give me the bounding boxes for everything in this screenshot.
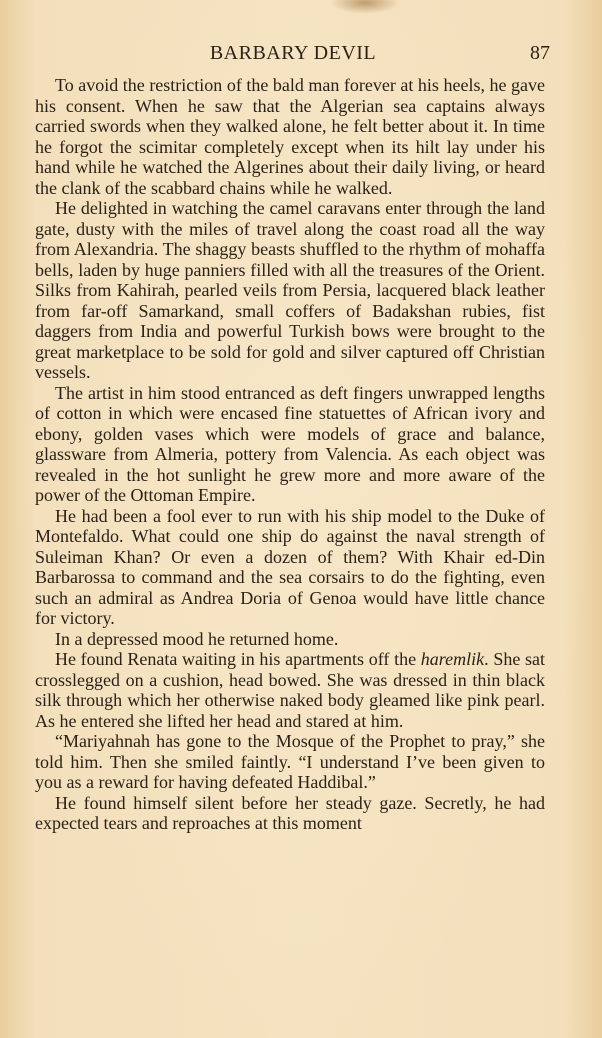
running-head xyxy=(36,42,550,68)
paragraph: The artist in him stood entranced as deft fingers unwrapped lengths of cotton in which were encased fine statuettes of African ivory and ebony, golden vases which were models of grace and balance, glassware from Almeria, pottery from Valencia. As each object was revealed in the hot sunlight he grew more and more aware of the power of the Ottoman Empire. xyxy=(35,382,545,505)
binding-stain xyxy=(330,0,400,14)
italic-word: haremlik xyxy=(420,649,485,669)
running-title: BARBARY DEVIL xyxy=(209,42,377,64)
paragraph: “Mariyahnah has gone to the Mosque of the Prophet to pray,” she told him. Then she smiled faintly. “I understand I’ve been given to you as a reward for having defeated Haddibal.” xyxy=(35,731,545,792)
paragraph: To avoid the restriction of the bald man forever at his heels, he gave his consent. When he saw that the Algerian sea captains always carried swords when they walked alone, he felt better about it. In time he forgot the scimitar completely except when its hilt lay under his hand while he watched the Algerines about their daily living, or heard the clank of the scabbard chains while he walked. xyxy=(35,75,545,198)
paragraph: He had been a fool ever to run with his ship model to the Duke of Montefaldo. What could one ship do against the naval strength of Suleiman Khan? Or even a dozen of them? With Khair ed-Din Barbarossa to command and the sea corsairs to do the fighting, even such an admiral as Andrea Doria of Genoa would have little chance for victory. xyxy=(35,505,545,628)
body-text xyxy=(35,75,545,834)
paragraph: He found himself silent before her steady gaze. Secretly, he had expected tears and reproaches at this moment xyxy=(35,792,545,833)
paragraph: He delighted in watching the camel caravans enter through the land gate, dusty with the miles of travel along the coast road all the way from Alexandria. The shaggy beasts shuffled to the rhythm of mohaffa bells, laden by huge panniers filled with all the treasures of the Orient. Silks from Kahirah, pearled veils from Persia, lacquered black leather from far-off Samarkand, small coffers of Badakshan rubies, fist daggers from India and powerful Turkish bows were brought to the great marketplace to be sold for gold and silver captured off Christian vessels. xyxy=(35,198,545,382)
paragraph: In a depressed mood he returned home. xyxy=(55,628,339,649)
page-number: 87 xyxy=(530,42,550,64)
paragraph: He found Renata waiting in his apartments off the haremlik. She sat crosslegged on a cushion, head bowed. She was dressed in thin black silk through which her otherwise naked body gleamed like pink pearl. As he entered she lifted her head and stared at him. xyxy=(35,649,546,731)
